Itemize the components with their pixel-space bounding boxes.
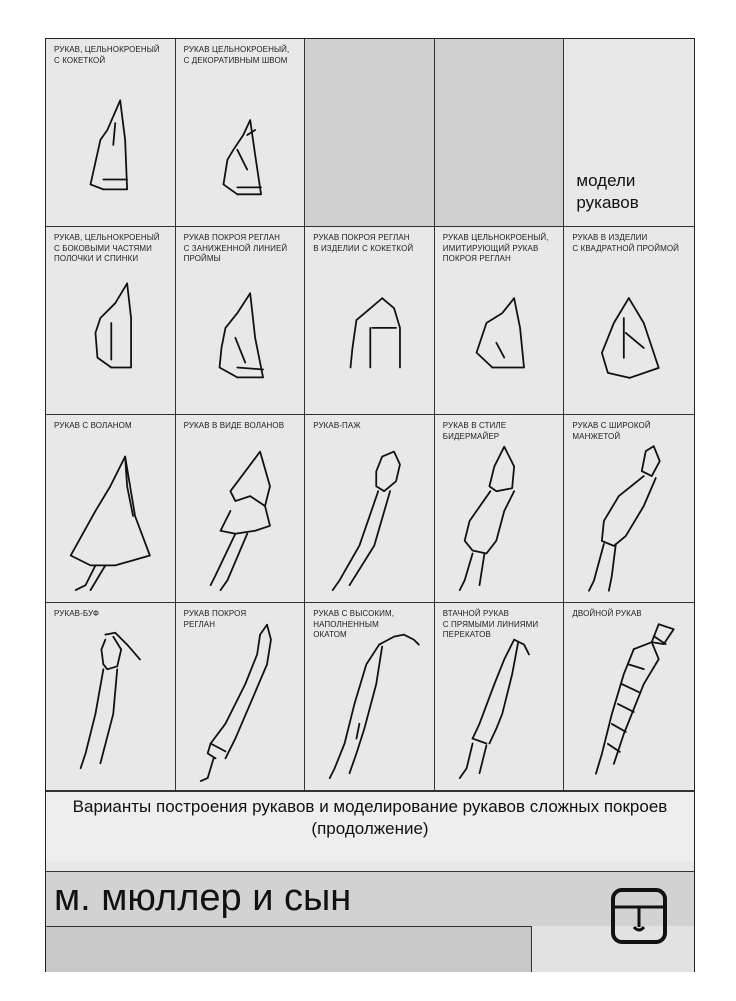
cell-flounce xyxy=(46,415,176,603)
cell-label: РУКАВ С ШИРОКОЙ МАНЖЕТОЙ xyxy=(572,421,651,441)
publisher-name: м. мюллер и сын xyxy=(54,877,352,919)
page-sleeve-sketch-icon xyxy=(305,415,434,602)
flounce-sleeve-sketch-icon xyxy=(46,415,175,602)
double-sleeve-sketch-icon xyxy=(564,603,694,790)
cell-raglan-low xyxy=(176,227,306,415)
cell-page-sleeve xyxy=(305,415,435,603)
cell-puff xyxy=(46,603,176,791)
kimono-sleeve-side-parts-sketch-icon xyxy=(46,227,175,414)
cell-kimono-seam xyxy=(176,39,306,227)
cell-label: ВТАЧНОЙ РУКАВ С ПРЯМЫМИ ЛИНИЯМИ ПЕРЕКАТОВ xyxy=(442,609,539,639)
cell-models-title xyxy=(564,39,694,227)
cell-high-cap xyxy=(305,603,435,791)
imitation-raglan-sketch-icon xyxy=(435,227,564,414)
cell-label: РУКАВ ПОКРОЯ РЕГЛАН С ЗАНИЖЕННОЙ ЛИНИЕЙ ПРОЙМЫ xyxy=(183,233,288,263)
cell-label: РУКАВ С ВОЛАНОМ xyxy=(54,421,132,430)
square-armhole-sketch-icon xyxy=(564,227,694,414)
cell-double xyxy=(564,603,694,791)
cell-label: РУКАВ ЦЕЛЬНОКРОЕНЫЙ, ИМИТИРУЮЩИЙ РУКАВ ПОКРОЯ РЕГЛАН xyxy=(442,233,549,263)
sleeve-grid xyxy=(46,39,694,791)
caption-text: Варианты построения рукавов и моделирование рукавов сложных покроев (продолжение) xyxy=(46,791,694,861)
cell-kimono-yoke xyxy=(46,39,176,227)
cell-label: РУКАВ С ВЫСОКИМ, НАПОЛНЕННЫМ ОКАТОМ xyxy=(313,609,395,639)
cell-label: РУКАВ В СТИЛЕ БИДЕРМАЙЕР xyxy=(442,421,507,441)
cell-label: РУКАВ ЦЕЛЬНОКРОЕНЫЙ, С ДЕКОРАТИВНЫМ ШВОМ xyxy=(183,45,290,65)
cell-raglan xyxy=(176,603,306,791)
raglan-sleeve-sketch-icon xyxy=(176,603,305,790)
bottom-bar xyxy=(46,926,532,972)
raglan-low-armhole-sketch-icon xyxy=(176,227,305,414)
set-in-sleeve-sketch-icon xyxy=(435,603,564,790)
publisher-bar xyxy=(46,871,694,926)
kimono-sleeve-seam-sketch-icon xyxy=(176,39,305,226)
cell-flounces xyxy=(176,415,306,603)
cell-label: РУКАВ, ЦЕЛЬНОКРОЕНЫЙ С БОКОВЫМИ ЧАСТЯМИ ПОЛОЧКИ И СПИНКИ xyxy=(54,233,160,263)
cell-label: РУКАВ ПОКРОЯ РЕГЛАН xyxy=(183,609,247,629)
puff-sleeve-sketch-icon xyxy=(46,603,175,790)
cell-biedermeier xyxy=(435,415,565,603)
cell-label: РУКАВ В ИЗДЕЛИИ С КВАДРАТНОЙ ПРОЙМОЙ xyxy=(572,233,680,253)
cell-label: РУКАВ В ВИДЕ ВОЛАНОВ xyxy=(183,421,285,430)
cell-blank xyxy=(305,39,435,227)
wide-cuff-sleeve-sketch-icon xyxy=(564,415,694,602)
cell-label: РУКАВ, ЦЕЛЬНОКРОЕНЫЙ С КОКЕТКОЙ xyxy=(54,45,160,65)
cell-label: РУКАВ-БУФ xyxy=(54,609,100,618)
cell-wide-cuff xyxy=(564,415,694,603)
models-label: модели рукавов xyxy=(576,171,639,212)
cell-raglan-yoke xyxy=(305,227,435,415)
cell-set-in xyxy=(435,603,565,791)
page-frame xyxy=(45,38,695,972)
biedermeier-sleeve-sketch-icon xyxy=(435,415,564,602)
cell-label: ДВОЙНОЙ РУКАВ xyxy=(572,609,642,618)
cell-label: РУКАВ-ПАЖ xyxy=(313,421,361,430)
kimono-sleeve-yoke-sketch-icon xyxy=(46,39,175,226)
cell-label: РУКАВ ПОКРОЯ РЕГЛАН В ИЗДЕЛИИ С КОКЕТКОЙ xyxy=(313,233,414,253)
cell-square-armhole xyxy=(564,227,694,415)
muller-logo-icon xyxy=(610,887,668,945)
cell-blank xyxy=(435,39,565,227)
raglan-yoke-sketch-icon xyxy=(305,227,434,414)
cell-kimono-side xyxy=(46,227,176,415)
flounces-sleeve-sketch-icon xyxy=(176,415,305,602)
high-cap-sleeve-sketch-icon xyxy=(305,603,434,790)
cell-imitation-raglan xyxy=(435,227,565,415)
